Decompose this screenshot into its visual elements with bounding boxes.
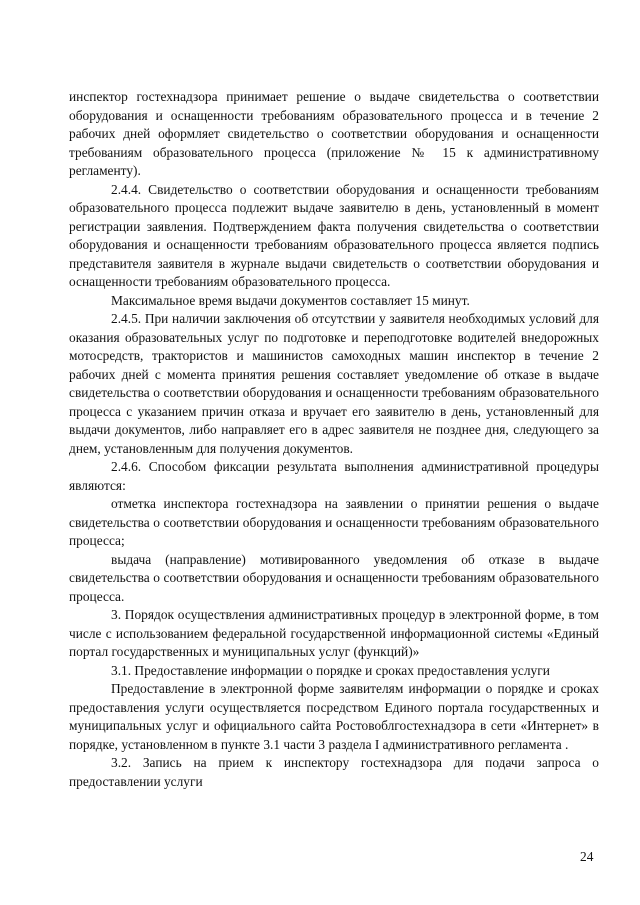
paragraph-3-1-body: Предоставление в электронной форме заявителям информации о порядке и сроках предоставления услуги осуществляется посредством Единого портала государственных и муниципальных услуг и официального сайта Ростовоблгостехнадзора в сети «Интернет» в порядке, установленном в пункте 3.1 части 3 раздела I административного регламента .	[69, 681, 599, 752]
paragraph-2-4-4: 2.4.4. Свидетельство о соответствии оборудования и оснащенности требованиям образовательного процесса подлежит выдаче заявителю в день, установленный в момент регистрации заявления. Подтверждением факта получения свидетельства о соответствии оборудования и оснащенности требованиям образовательного процесса является подпись представителя заявителя в журнале выдачи свидетельств о соответствии оборудования и оснащенности требованиям образовательного процесса.	[69, 181, 599, 289]
section-3-heading: 3. Порядок осуществления административных процедур в электронной форме, в том числе с использованием федеральной государственной информационной системы «Единый портал государственных и муниципальных услуг (функций)»	[69, 607, 599, 659]
paragraph-2-4-6: 2.4.6. Способом фиксации результата выполнения административной процедуры являются:	[69, 459, 599, 493]
document-body	[69, 88, 599, 791]
section-3-1-heading: 3.1. Предоставление информации о порядке и сроках предоставления услуги	[111, 662, 550, 678]
paragraph-inspector-mark: отметка инспектора гостехнадзора на заявлении о принятии решения о выдаче свидетельства о соответствии оборудования и оснащенности требованиям образовательного процесса;	[69, 496, 599, 548]
section-3-2-heading: 3.2. Запись на прием к инспектору гостехнадзора для подачи запроса о предоставлении услуги	[69, 755, 599, 789]
paragraph-refusal-notice: выдача (направление) мотивированного уведомления об отказе в выдаче свидетельства о соответствии оборудования и оснащенности требованиям образовательного процесса.	[69, 551, 599, 604]
paragraph-max-time: Максимальное время выдачи документов составляет 15 минут.	[111, 292, 470, 308]
paragraph-continuation: инспектор гостехнадзора принимает решение о выдаче свидетельства о соответствии оборудования и оснащенности требованиям образовательного процесса и в течение 2 рабочих дней оформляет свидетельство о соответствии оборудования и оснащенности требованиям образовательного процесса (приложение № 15 к административному регламенту).	[69, 89, 599, 178]
paragraph-2-4-5: 2.4.5. При наличии заключения об отсутствии у заявителя необходимых условий для оказания образовательных услуг по подготовке и переподготовке водителей внедорожных мотосредств, трактористов и машинистов самоходных машин инспектор в течение 2 рабочих дней с момента принятия решения составляет уведомление об отказе в выдаче свидетельства о соответствии оборудования и оснащенности требованиям образовательного процесса с указанием причин отказа и вручает его заявителю в день, установленный для выдачи документов, либо направляет его в адрес заявителя не позднее дня, следующего за днем, установленным для получения документов.	[69, 311, 599, 456]
page-number: 24	[580, 849, 594, 864]
